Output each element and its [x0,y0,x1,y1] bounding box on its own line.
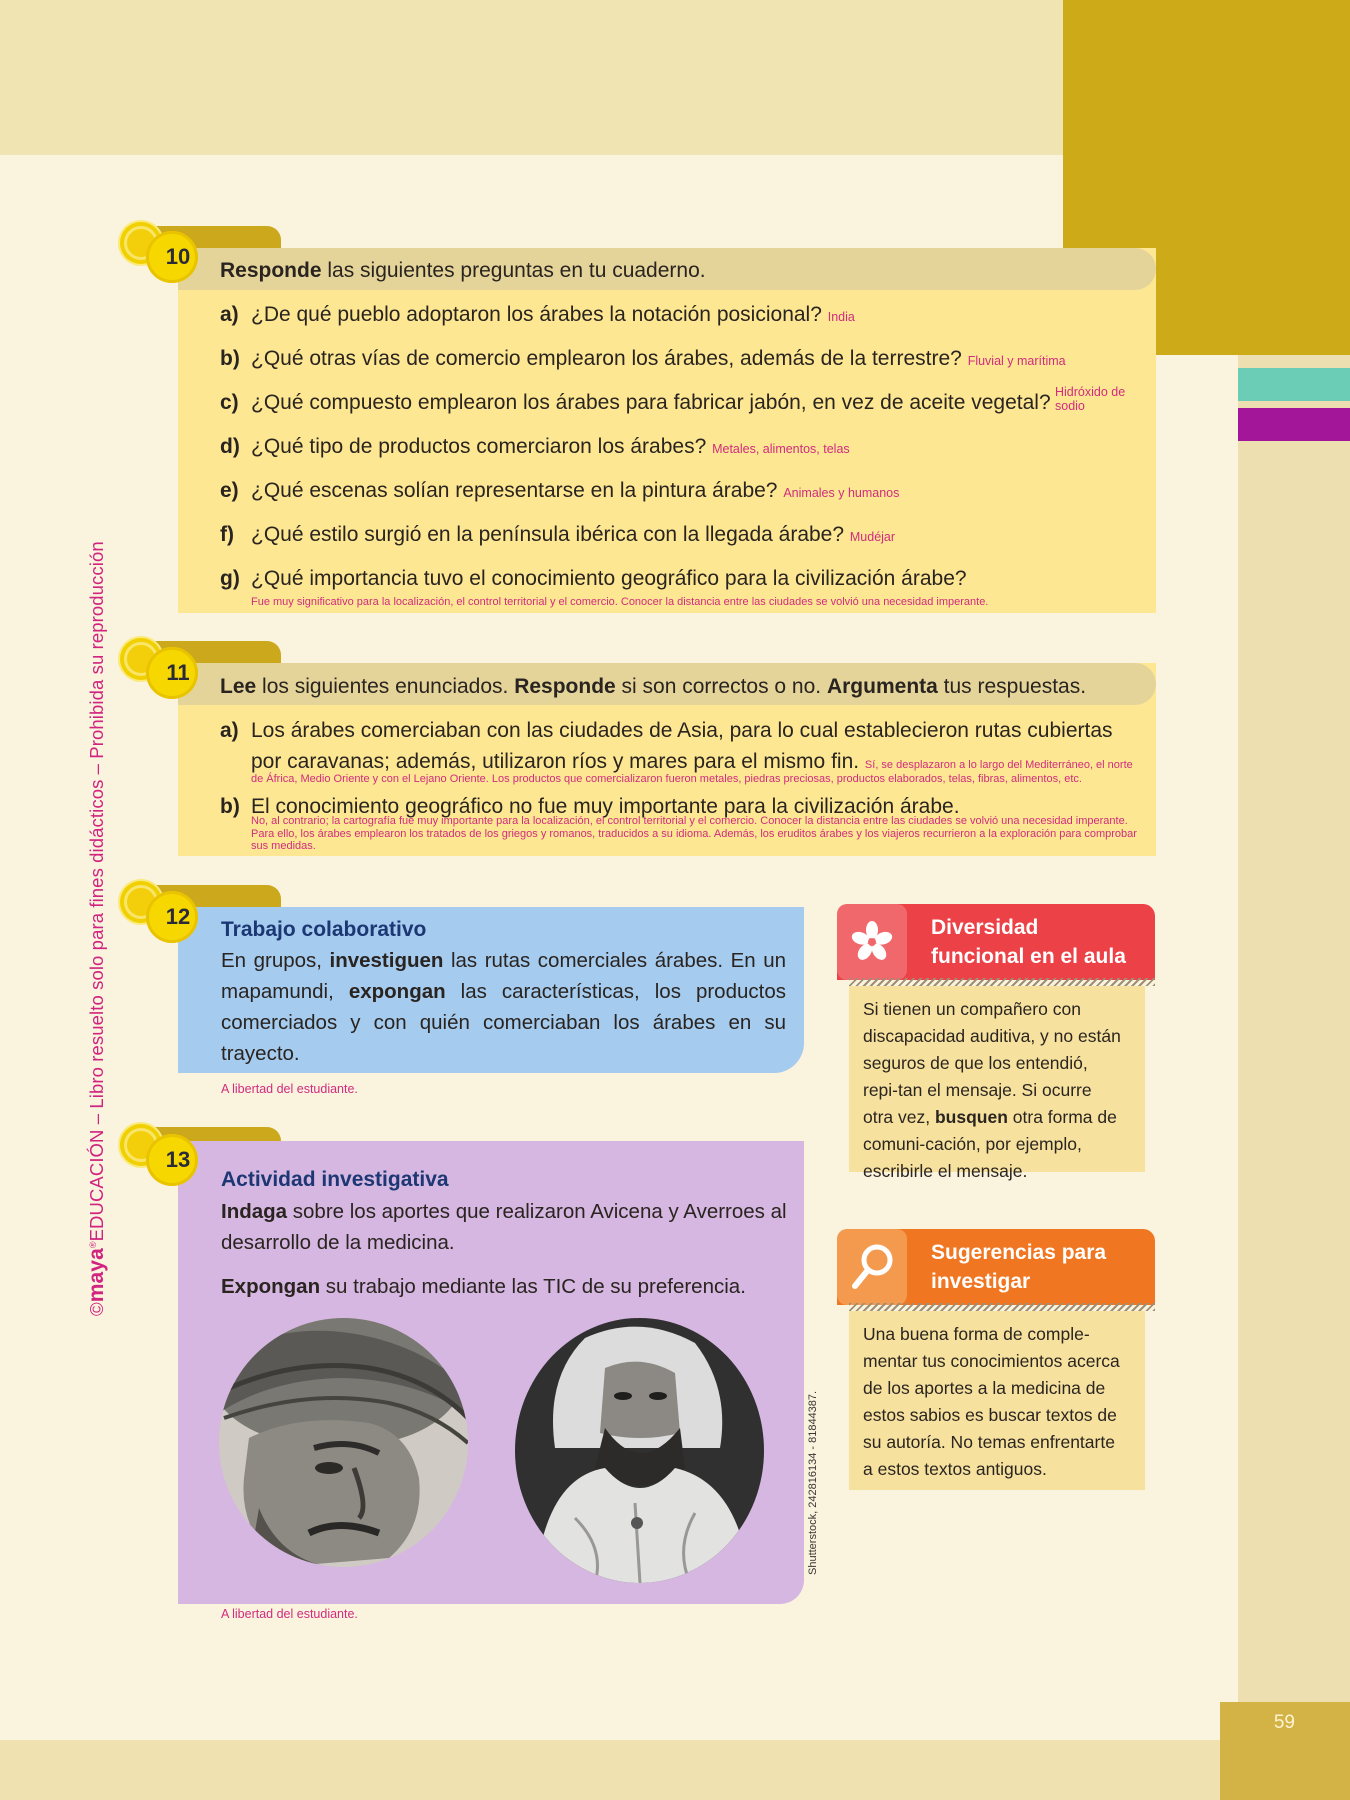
answer: Metales, alimentos, telas [712,442,850,456]
teal-stripe [1238,368,1350,401]
bottom-band [0,1740,1220,1800]
diversity-title: Diversidad funcional en el aula [931,916,1126,968]
question-number: 10 [165,244,191,269]
avicenna-portrait [219,1318,468,1567]
question-11-item-continued: por caravanas; además, utilizaron ríos y mares para el mismo fin. Sí, se desplazaron a lo largo del Mediterráneo, el norte [251,750,1133,773]
answer: India [827,310,855,324]
question-11-heading: Lee los siguientes enunciados. Responde si son correctos o no. Argumenta tus respuestas. [220,675,1087,698]
question-number: 13 [165,1147,191,1172]
answer: No, al contrario; la cartografía fue muy importante para la localización, el control territorial y el comercio. Conocer la distancia entre las ciudades se volvió una necesidad imperante. Para ello, los árabes emplearon los tratados de los griegos y romanos, traducidos a su idioma. Además, los eruditos árabes y los viajeros recurrieron a la exploración para comprobar sus medidas. [251,815,1137,852]
photo-credit: Shutterstock, 242816134 - 81844387. [807,1390,819,1575]
answer: de África, Medio Oriente y con el Lejano Oriente. Los productos que comercializaron fueron metales, piedras preciosas, productos elaborados, telas, fibras, alimentos, etc. [251,773,1082,785]
question-10-item: c) ¿Qué compuesto emplearon los árabes para fabricar jabón, en vez de aceite vegetal? [220,391,1051,414]
question-10-heading: Responde las siguientes preguntas en tu cuaderno. [220,259,706,282]
question-10-item: b) ¿Qué otras vías de comercio emplearon los árabes, además de la terrestre? Fluvial y marítima [220,347,1066,370]
question-13-title: Actividad investigativa [221,1168,449,1191]
answer: Mudéjar [849,530,896,544]
question-11-item: a) Los árabes comerciaban con las ciudades de Asia, para lo cual establecieron rutas cubiertas [220,719,1113,742]
answer: Fue muy significativo para la localización, el control territorial y el comercio. Conocer la distancia entre las ciudades se volvió una necesidad imperante. [251,596,989,608]
answer: A libertad del estudiante. [221,1607,358,1621]
question-10-item: d) ¿Qué tipo de productos comerciaron los árabes? Metales, alimentos, telas [220,435,850,458]
suggestions-icon-box [837,1229,907,1305]
diversity-box-body: Si tienen un compañero con discapacidad auditiva, y no están seguros de que los entendió, repi-tan el mensaje. Si ocurre otra vez, busquen otra forma de comuni-cación, por ejemplo, escribirle el mensaje. [849,986,1145,1172]
question-number: 12 [165,904,191,929]
magenta-stripe [1238,408,1350,441]
suggestions-title: Sugerencias para investigar [931,1241,1107,1293]
question-11-item: b) El conocimiento geográfico no fue muy importante para la civilización árabe. [220,795,960,818]
question-number: 11 [166,660,190,685]
answer: Fluvial y marítima [967,354,1066,368]
magnifier-icon [837,1229,907,1305]
question-13-text: Indaga sobre los aportes que realizaron Avicena y Averroes al desarrollo de la medicina. [221,1200,787,1254]
right-margin [1238,355,1350,1800]
hatch-divider [849,1303,1155,1311]
question-13-text: Expongan su trabajo mediante las TIC de su preferencia. [221,1275,746,1298]
question-10-item: f) ¿Qué estilo surgió en la península ibérica con la llegada árabe? Mudéjar [220,523,896,546]
hatch-divider [849,978,1155,986]
copyright-sidebar: ©maya®EDUCACIÓN – Libro resuelto solo para fines didácticos – Prohibida su reproducción [85,541,108,1316]
answer: Hidróxido de sodio [1055,385,1126,413]
question-10-item: a) ¿De qué pueblo adoptaron los árabes la notación posicional? India [220,303,855,326]
answer: Sí, se desplazaron a lo largo del Mediterráneo, el norte [864,759,1133,771]
suggestions-box-body: Una buena forma de comple-mentar tus conocimientos acerca de los aportes a la medicina de estos sabios es buscar textos de su autoría. No temas enfrentarte a estos textos antiguos. [849,1311,1145,1490]
answer: A libertad del estudiante. [221,1082,358,1096]
question-12-title: Trabajo colaborativo [221,918,427,941]
averroes-portrait [515,1318,764,1583]
question-12-text: En grupos, investiguen las rutas comerciales árabes. En un mapamundi, expongan las características, los productos comerciados y con quién comerciaban los árabes en su trayecto. [221,949,787,1065]
asterisk-icon [837,904,907,980]
question-10-item: e) ¿Qué escenas solían representarse en la pintura árabe? Animales y humanos [220,479,900,502]
page-number: 59 [1273,1712,1295,1733]
diversity-icon-box [837,904,907,980]
question-10-item: g) ¿Qué importancia tuvo el conocimiento geográfico para la civilización árabe? [220,567,967,590]
answer: Animales y humanos [783,486,900,500]
brand-logo: maya [85,1248,108,1303]
